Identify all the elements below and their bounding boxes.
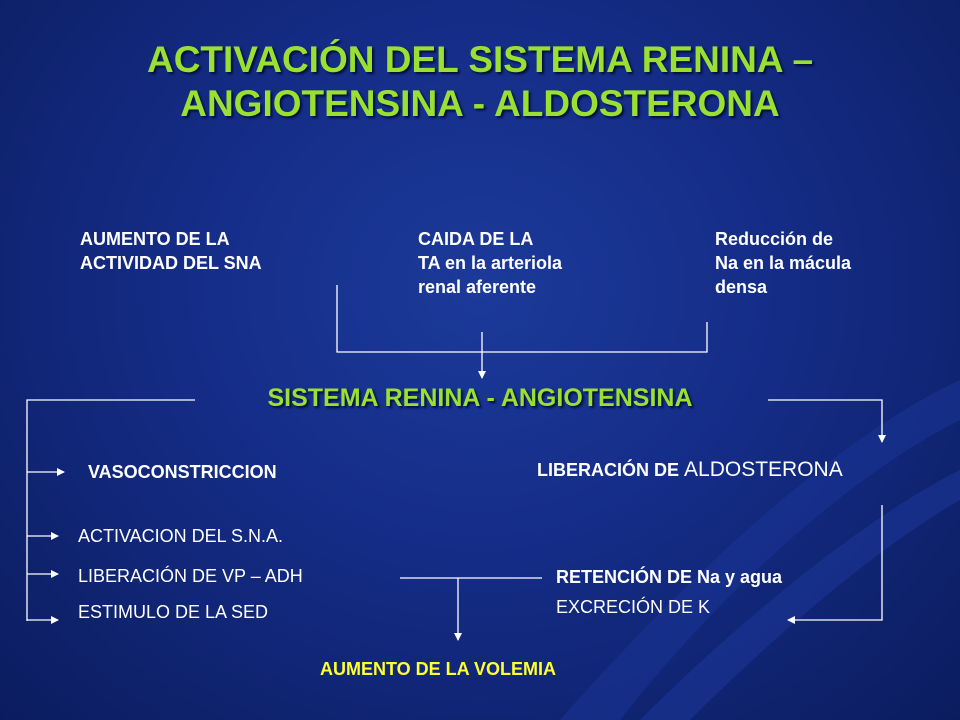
cause-sna-line: AUMENTO DE LA [80, 229, 230, 249]
effect-vasoconstriccion: VASOCONSTRICCION [88, 462, 277, 482]
causes-bracket [337, 285, 707, 352]
cause-ta-line: TA en la arteriola [418, 253, 563, 273]
cause-sna-line: ACTIVIDAD DEL SNA [80, 253, 262, 273]
cause-ta-line: CAIDA DE LA [418, 229, 534, 249]
effect-liberacion-vp: LIBERACIÓN DE VP – ADH [78, 566, 303, 586]
cause-macula-line: Reducción de [715, 229, 834, 249]
result-volemia: AUMENTO DE LA VOLEMIA [320, 659, 557, 679]
effect-activacion-sna: ACTIVACION DEL S.N.A. [78, 526, 284, 546]
excrecion-k: EXCRECIÓN DE K [556, 597, 711, 617]
aldosterona-to-retencion [788, 505, 882, 620]
aldosterona-label [537, 458, 843, 482]
cause-macula-line: Na en la mácula [715, 253, 852, 273]
title-line-2: ANGIOTENSINA - ALDOSTERONA [180, 83, 780, 124]
cause-macula-line: densa [715, 277, 768, 297]
system-label: SISTEMA RENINA - ANGIOTENSINA [267, 384, 693, 412]
aldosterona-prefix: LIBERACIÓN DE [537, 460, 685, 480]
retencion-block [556, 565, 782, 619]
cause-ta-line: renal aferente [418, 277, 537, 297]
retencion-na: RETENCIÓN DE Na y agua [556, 567, 783, 587]
title-line-1: ACTIVACIÓN DEL SISTEMA RENINA – [146, 39, 814, 80]
effect-estimulo-sed: ESTIMULO DE LA SED [78, 602, 269, 622]
aldosterona-highlight: ALDOSTERONA [684, 458, 843, 481]
